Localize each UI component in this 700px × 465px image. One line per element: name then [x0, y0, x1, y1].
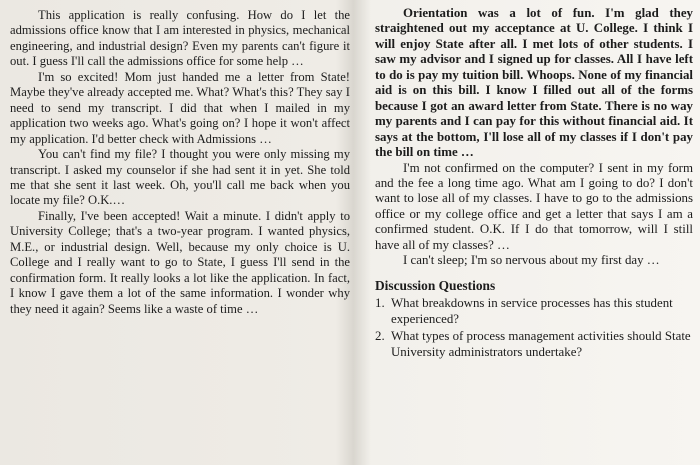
right-column	[375, 6, 693, 362]
paragraph: I'm not confirmed on the computer? I sent in my form and the fee a long time ago. What am I going to do? I don't want to lose all of my classes. I have to go to the admissions office or my college office and get a letter that says I am a confirmed student. O.K. If I do that tomorrow, will I still have all of my classes? …	[375, 160, 693, 252]
question-number: 1.	[375, 296, 385, 311]
discussion-questions	[375, 296, 693, 360]
question-item	[375, 329, 693, 360]
question-item	[375, 296, 693, 327]
question-number: 2.	[375, 329, 385, 344]
paragraph: I can't sleep; I'm so nervous about my first day …	[403, 253, 660, 268]
paragraph: I'm so excited! Mom just handed me a letter from State! Maybe they've already accepted me. What? What's this? They say I need to send my transcript. I did that when I mailed in my application two weeks ago. What's going on? I hope it won't affect my application. I'd better check with Admissions …	[10, 69, 350, 146]
question-text: What breakdowns in service processes has this student experienced?	[391, 296, 673, 326]
question-text: What types of process management activities should State University administrators undertake?	[391, 329, 691, 359]
paragraph: You can't find my file? I thought you were only missing my transcript. I asked my counselor if she had sent it in yet. She told me that she sent it last week. Oh, you'll call me back when you locate my file? O.K.…	[10, 147, 350, 208]
paragraph: Finally, I've been accepted! Wait a minute. I didn't apply to University College; that's a two-year program. I wanted physics, M.E., or industrial design. Well, because my only choice is U. College and I really want to go to State, I guess I'll send in the confirmation form. It really looks a lot like the application. In fact, I know I gave them a lot of the same information. I wonder why they need it again? Seems like a waste of time …	[10, 208, 350, 316]
paragraph: This application is really confusing. How do I let the admissions office know that I am interested in physics, mechanical engineering, and industrial design? Even my parents can't figure it out. I guess I'll call the admissions office for some help …	[10, 8, 350, 69]
left-column	[10, 8, 350, 317]
paragraph: Orientation was a lot of fun. I'm glad they straightened out my acceptance at U. College. I think I will enjoy State after all. I met lots of other students. I saw my advisor and I signed up for classes. All I have left to do is pay my tuition bill. Whoops. None of my financial aid is on this bill. I know I filled out all of the forms because I got an award letter from State. There is no way my parents and I can pay for this without financial aid. It says at the bottom, I'll lose all of my classes if I don't pay the bill on time …	[375, 6, 693, 160]
discussion-heading: Discussion Questions	[375, 277, 496, 293]
